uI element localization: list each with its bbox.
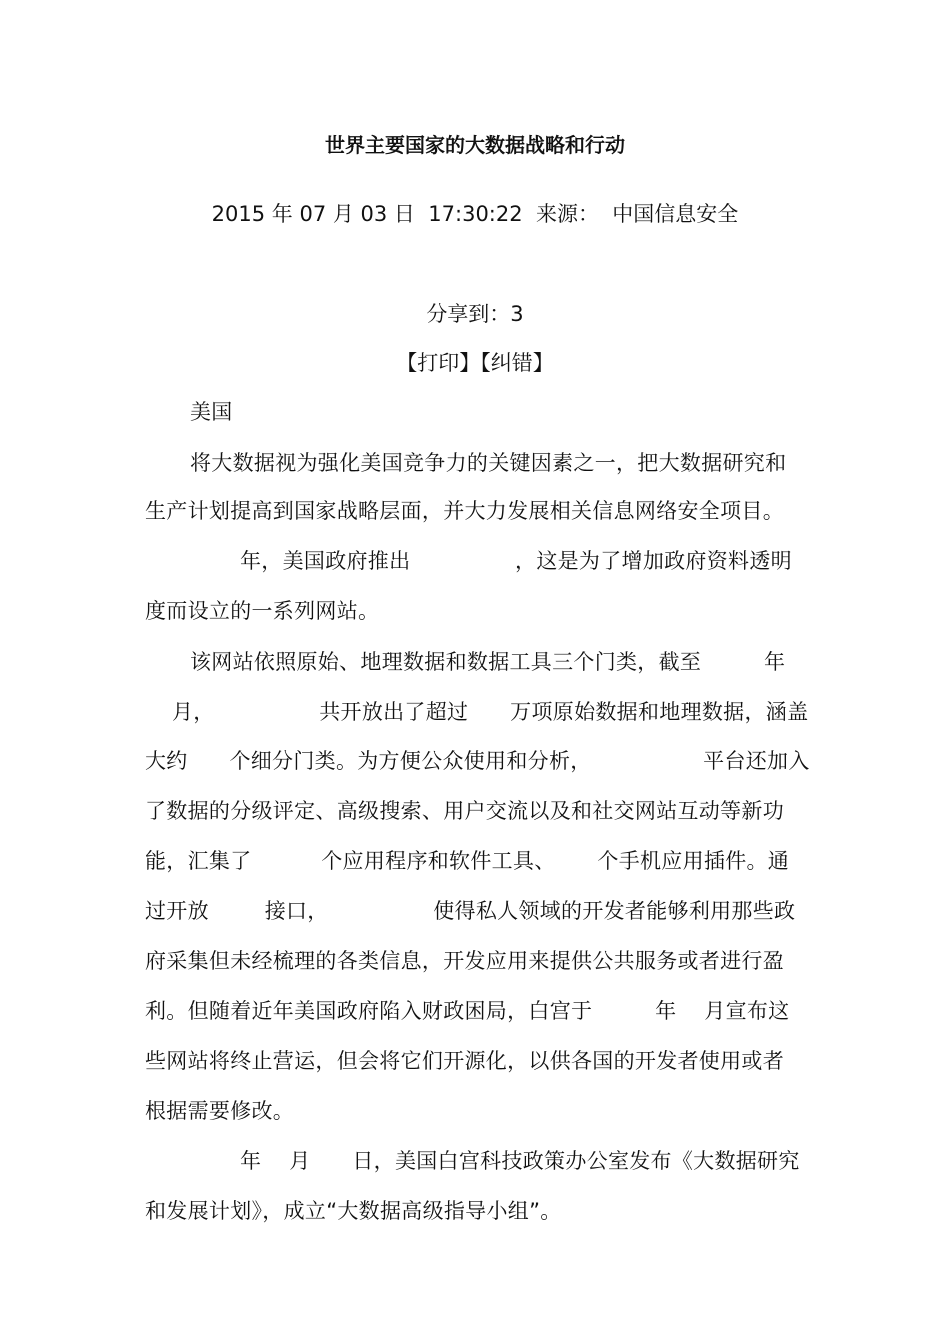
correct-link[interactable]: 【纠错】 [480,351,554,375]
print-link[interactable]: 【打印】 [396,351,481,375]
body-line: 该网站依照原始、地理数据和数据工具三个门类，截至 年 [190,650,786,674]
article-title: 世界主要国家的大数据战略和行动 [325,133,625,157]
body-line: 和发展计划》，成立“大数据高级指导小组”。 [145,1199,562,1223]
body-line: 过开放 接口， 使得私人领域的开发者能够利用那些政 [145,899,796,923]
body-line: 大约 个细分门类。为方便公众使用和分析， 平台还加入 [145,749,810,773]
body-line: 年，美国政府推出 ，这是为了增加政府资料透明 [240,549,792,573]
body-line: 度而设立的一系列网站。 [145,599,380,623]
body-line: 利。但随着近年美国政府陷入财政困局，白宫于 年 月宣布这 [145,999,790,1023]
body-line: 府采集但未经梳理的各类信息，开发应用来提供公共服务或者进行盈 [145,949,784,973]
article-meta: 2015 年 07 月 03 日 17:30:22 来源： 中国信息安全 [211,202,739,226]
body-line: 能，汇集了 个应用程序和软件工具、 个手机应用插件。通 [145,849,790,873]
body-line: 年 月 日，美国白宫科技政策办公室发布《大数据研究 [240,1149,800,1173]
body-line: 美国 [190,400,233,424]
body-line: 些网站将终止营运，但会将它们开源化，以供各国的开发者使用或者 [145,1049,784,1073]
article-actions [0,349,950,377]
body-line: 生产计划提高到国家战略层面，并大力发展相关信息网络安全项目。 [145,499,784,523]
body-line: 根据需要修改。 [145,1099,295,1123]
body-line: 将大数据视为强化美国竞争力的关键因素之一，把大数据研究和 [190,451,787,475]
body-line: 了数据的分级评定、高级搜索、用户交流以及和社交网站互动等新功 [145,799,784,823]
body-line: 月， 共开放出了超过 万项原始数据和地理数据，涵盖 [172,700,809,724]
share-count: 分享到：3 [426,302,524,326]
